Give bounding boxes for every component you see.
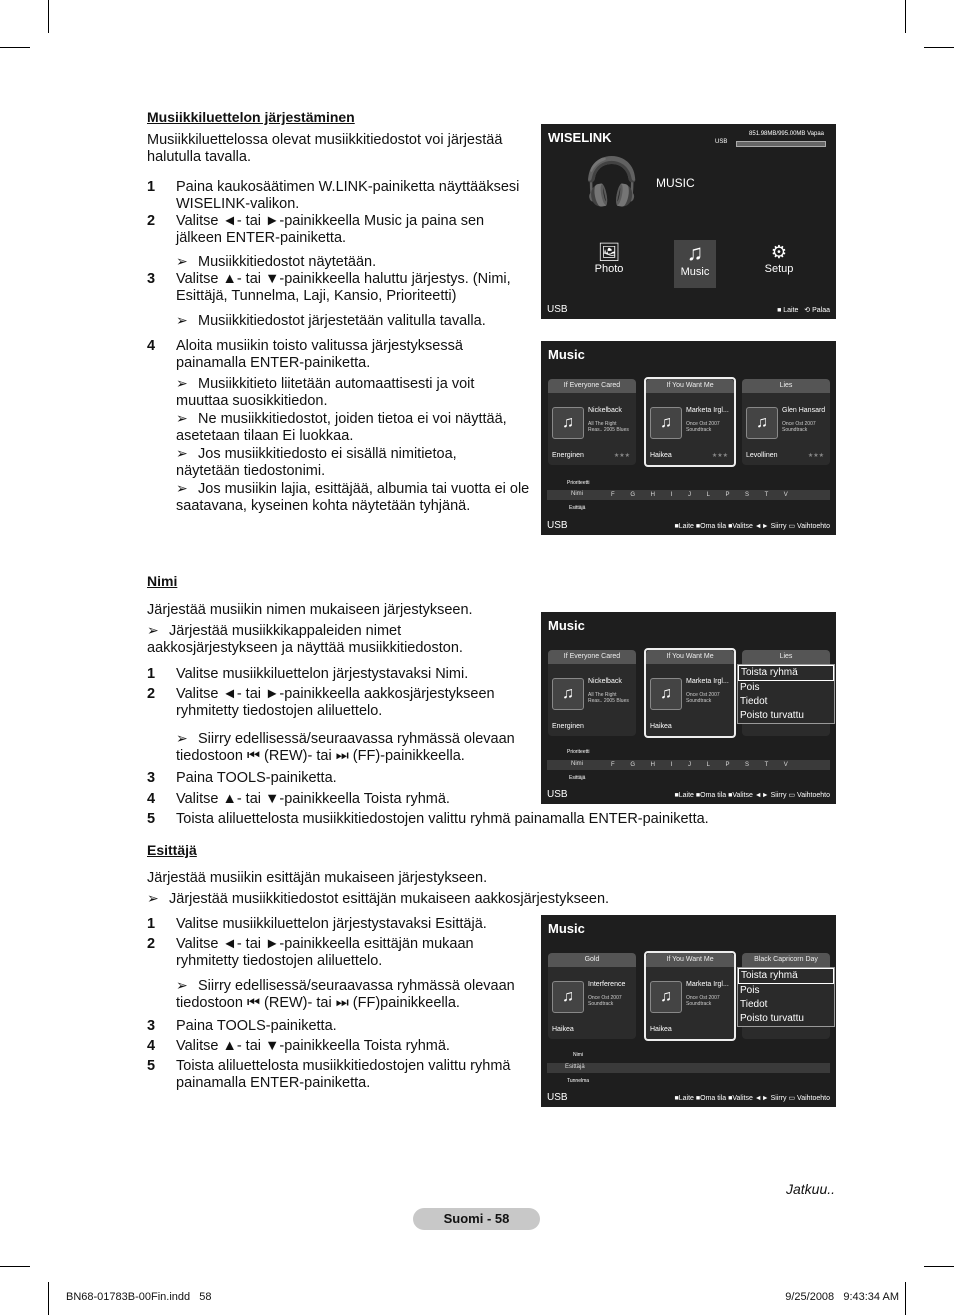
music-card[interactable]	[548, 650, 636, 736]
music-card-selected[interactable]	[644, 377, 736, 467]
menu-item-toista[interactable]: Toista ryhmä	[738, 665, 834, 681]
footer-legend: ■Laite ■Oma tila ■Valitse ◄► Siirry ▭ Vaihtoehto	[674, 792, 830, 799]
music-btn-label: Music	[680, 266, 710, 278]
card-mood: Haikea	[552, 1026, 574, 1033]
crop-mark	[48, 1282, 49, 1315]
card-title: Black Capricorn Day	[742, 953, 830, 967]
photo-icon: 🖼	[597, 242, 621, 262]
note-text: ➢ Musiikkitiedostot järjestetään valitulla tavalla.	[176, 312, 486, 329]
sort-bar[interactable]	[547, 490, 830, 500]
sort-bar[interactable]	[547, 1063, 830, 1073]
step-number: 1	[147, 916, 156, 932]
note-text: ➢ Ne musiikkitiedostot, joiden tietoa ei voi näyttää, asetetaan tilaan Ei luokkaa.	[176, 410, 507, 444]
music-card-selected[interactable]	[644, 648, 736, 738]
card-mood: Haikea	[650, 723, 672, 730]
music-file-icon: ♫	[746, 407, 778, 439]
step-text: Valitse musiikkiluettelon järjestystavaksi Nimi.	[176, 666, 469, 682]
menu-item-tiedot[interactable]: Tiedot	[740, 999, 768, 1010]
setup-label: Setup	[764, 263, 794, 275]
footer-usb: USB	[547, 789, 568, 800]
step-text: Valitse ▲- tai ▼-painikkeella Toista ryhmä.	[176, 791, 450, 807]
screen-title: Music	[548, 347, 585, 362]
print-date: 9/25/2008 9:43:34 AM	[785, 1291, 899, 1303]
step-number: 5	[147, 1058, 156, 1074]
sort-next: Esittäjä	[569, 775, 586, 781]
file-name: BN68-01783B-00Fin.indd 58	[66, 1291, 212, 1303]
card-meta: Once Ost 2007 Soundtrack	[782, 421, 816, 433]
note-text: ➢ Musiikkitieto liitetään automaattisesti ja voit muuttaa suosikkitiedon.	[176, 375, 475, 409]
menu-item-toista[interactable]: Toista ryhmä	[738, 968, 834, 984]
tools-menu	[737, 664, 835, 724]
music-screen-artist	[541, 915, 836, 1107]
card-meta: All The Right Reas.. 2005 Blues	[588, 421, 629, 433]
step-text: Paina kaukosäätimen W.LINK-painiketta näyttääksesi WISELINK-valikon.	[176, 179, 520, 212]
step-text: Valitse ▲- tai ▼-painikkeella haluttu järjestys. (Nimi, Esittäjä, Tunnelma, Laji, Kansio, Prioriteetti)	[176, 271, 511, 304]
card-artist: Marketa Irgl...	[686, 981, 729, 988]
note-text: ➢ Siirry edellisessä/seuraavassa ryhmässä olevaan tiedostoon ⏮ (REW)- tai ⏭ (FF)painikkeella.	[176, 977, 515, 1011]
letter-index: F G H I J L P S T V	[611, 762, 788, 768]
footer-legend: ■Laite ■Oma tila ■Valitse ◄► Siirry ▭ Vaihtoehto	[674, 1095, 830, 1102]
letter-index: F G H I J L P S T V	[611, 492, 788, 498]
card-meta: All The Right Reas.. 2005 Blues	[588, 692, 629, 704]
step-text: Paina TOOLS-painiketta.	[176, 1018, 337, 1034]
step-text: Valitse ▲- tai ▼-painikkeella Toista ryhmä.	[176, 1038, 450, 1054]
music-file-icon: ♫	[552, 981, 584, 1013]
card-title: Lies	[742, 650, 830, 664]
step-text: Toista aliluettelosta musiikkitiedostojen valittu ryhmä painamalla ENTER-painiketta.	[176, 811, 709, 827]
tools-menu	[737, 967, 835, 1027]
card-mood: Haikea	[650, 1026, 672, 1033]
crop-mark	[0, 1266, 30, 1267]
music-note-icon: ♫	[686, 240, 704, 265]
card-artist: Glen Hansard	[782, 407, 826, 414]
crop-mark	[924, 1266, 954, 1267]
step-text: Valitse ◄- tai ►-painikkeella Music ja paina sen jälkeen ENTER-painiketta.	[176, 213, 485, 246]
card-mood: Energinen	[552, 723, 584, 730]
section-heading: Esittäjä	[147, 842, 197, 858]
note-text: ➢ Järjestää musiikkikappaleiden nimet aakkosjärjestykseen ja näyttää musiikkitiedoston.	[147, 622, 463, 656]
step-number: 4	[147, 1038, 156, 1054]
note-text: ➢ Musiikkitiedostot näytetään.	[176, 253, 377, 270]
sort-current: Esittäjä	[565, 1064, 585, 1070]
card-title: Gold	[548, 953, 636, 967]
menu-item-poisto[interactable]: Poisto turvattu	[740, 710, 804, 721]
sort-next: Esittäjä	[569, 505, 586, 511]
intro-text: Musiikkiluettelossa olevat musiikkitiedostot voi järjestää halutulla tavalla.	[147, 132, 503, 165]
crop-mark	[0, 47, 30, 48]
step-text: Valitse ◄- tai ►-painikkeella esittäjän mukaan ryhmitetty tiedostojen aliluettelo.	[176, 936, 474, 969]
step-text: Paina TOOLS-painiketta.	[176, 770, 337, 786]
screen-title: WISELINK	[548, 130, 612, 145]
music-label: MUSIC	[656, 176, 695, 190]
step-text: Valitse ◄- tai ►-painikkeella aakkosjärjestykseen ryhmitetty tiedostojen aliluettelo.	[176, 686, 495, 719]
music-file-icon: ♫	[552, 678, 584, 710]
step-number: 1	[147, 666, 156, 682]
music-card-selected[interactable]	[644, 951, 736, 1041]
step-number: 5	[147, 811, 156, 827]
photo-button[interactable]	[589, 242, 629, 275]
music-card[interactable]	[548, 953, 636, 1039]
music-file-icon: ♫	[650, 407, 682, 439]
sort-bar[interactable]	[547, 760, 830, 770]
step-number: 4	[147, 791, 156, 807]
step-number: 3	[147, 770, 156, 786]
screen-title: Music	[548, 921, 585, 936]
step-number: 2	[147, 936, 156, 952]
photo-label: Photo	[594, 263, 624, 275]
card-artist: Nickelback	[588, 407, 622, 414]
card-artist: Marketa Irgl...	[686, 407, 729, 414]
note-text: ➢ Jos musiikkitiedosto ei sisällä nimitietoa, näytetään tiedostonimi.	[176, 445, 457, 479]
setup-button[interactable]	[759, 242, 799, 275]
intro-text: Järjestää musiikin esittäjän mukaiseen järjestykseen.	[147, 870, 488, 886]
menu-item-poisto[interactable]: Poisto turvattu	[740, 1013, 804, 1024]
crop-mark	[905, 1282, 906, 1315]
card-meta: Once Ost 2007 Soundtrack	[686, 995, 720, 1007]
card-meta: Once Ost 2007 Soundtrack	[686, 692, 720, 704]
screen-title: Music	[548, 618, 585, 633]
star-rating: ★★★	[807, 453, 824, 459]
music-screen	[541, 341, 836, 535]
headphones-icon: 🎧	[583, 155, 641, 207]
section-heading: Nimi	[147, 573, 178, 589]
footer-usb: USB	[547, 1092, 568, 1103]
menu-item-tiedot[interactable]: Tiedot	[740, 696, 768, 707]
section-heading: Musiikkiluettelon järjestäminen	[147, 109, 355, 125]
storage-bar	[736, 141, 826, 147]
music-card[interactable]	[548, 379, 636, 465]
continued-text: Jatkuu..	[786, 1181, 836, 1197]
crop-mark	[924, 47, 954, 48]
step-number: 4	[147, 338, 156, 354]
footer-legend: ■Laite ■Oma tila ■Valitse ◄► Siirry ▭ Vaihtoehto	[674, 523, 830, 530]
note-text: ➢ Siirry edellisessä/seuraavassa ryhmässä olevaan tiedostoon ⏮ (REW)- tai ⏭ (FF)-painikkeella.	[176, 730, 515, 764]
page-number: Suomi - 58	[413, 1208, 540, 1230]
sort-prev: Prioriteetti	[567, 749, 590, 755]
storage-text: 851.98MB/995.00MB Vapaa	[749, 131, 824, 137]
card-title: If You Want Me	[646, 379, 734, 393]
card-title: Lies	[742, 379, 830, 393]
card-mood: Haikea	[650, 452, 672, 459]
music-card[interactable]	[742, 379, 830, 465]
sort-next: Tunnelma	[567, 1078, 590, 1084]
card-title: If You Want Me	[646, 953, 734, 967]
music-file-icon: ♫	[650, 678, 682, 710]
card-title: If You Want Me	[646, 650, 734, 664]
usb-label: USB	[715, 139, 728, 145]
menu-item-pois[interactable]: Pois	[740, 985, 760, 996]
sort-current: Nimi	[571, 761, 583, 767]
music-screen-tools	[541, 612, 836, 804]
footer-usb: USB	[547, 520, 568, 531]
step-text: Aloita musiikin toisto valitussa järjestyksessä painamalla ENTER-painiketta.	[176, 338, 463, 371]
sort-prev: Nimi	[573, 1052, 583, 1058]
card-title: If Everyone Cared	[548, 650, 636, 664]
wiselink-screen	[541, 124, 836, 319]
music-file-icon: ♫	[650, 981, 682, 1013]
sort-current: Nimi	[571, 491, 583, 497]
card-artist: Interference	[588, 981, 626, 988]
card-artist: Marketa Irgl...	[686, 678, 729, 685]
note-text: ➢ Järjestää musiikkitiedostot esittäjän mukaiseen aakkosjärjestykseen.	[147, 890, 610, 907]
crop-mark	[48, 0, 49, 33]
step-text: Valitse musiikkiluettelon järjestystavaksi Esittäjä.	[176, 916, 487, 932]
footer-actions: ■ Laite ⟲ Palaa	[777, 307, 830, 314]
step-number: 3	[147, 271, 156, 287]
step-number: 2	[147, 686, 156, 702]
card-meta: Once Ost 2007 Soundtrack	[588, 995, 622, 1007]
card-meta: Once Ost 2007 Soundtrack	[686, 421, 720, 433]
card-title: If Everyone Cared	[548, 379, 636, 393]
footer-usb: USB	[547, 304, 568, 315]
intro-text: Järjestää musiikin nimen mukaiseen järjestykseen.	[147, 602, 473, 618]
gear-icon: ⚙	[770, 242, 788, 262]
card-mood: Energinen	[552, 452, 584, 459]
star-rating: ★★★	[711, 453, 728, 459]
step-number: 3	[147, 1018, 156, 1034]
step-number: 2	[147, 213, 156, 229]
menu-item-pois[interactable]: Pois	[740, 682, 760, 693]
card-mood: Levollinen	[746, 452, 778, 459]
note-text: ➢ Jos musiikin lajia, esittäjää, albumia tai vuotta ei ole saatavana, kyseinen kohta näytetään tyhjänä.	[176, 480, 530, 514]
sort-prev: Prioriteetti	[567, 480, 590, 486]
music-button[interactable]	[674, 240, 716, 288]
star-rating: ★★★	[613, 453, 630, 459]
step-number: 1	[147, 179, 156, 195]
crop-mark	[905, 0, 906, 33]
music-file-icon: ♫	[552, 407, 584, 439]
card-artist: Nickelback	[588, 678, 622, 685]
step-text: Toista aliluettelosta musiikkitiedostojen valittu ryhmä painamalla ENTER-painiketta.	[176, 1058, 511, 1091]
